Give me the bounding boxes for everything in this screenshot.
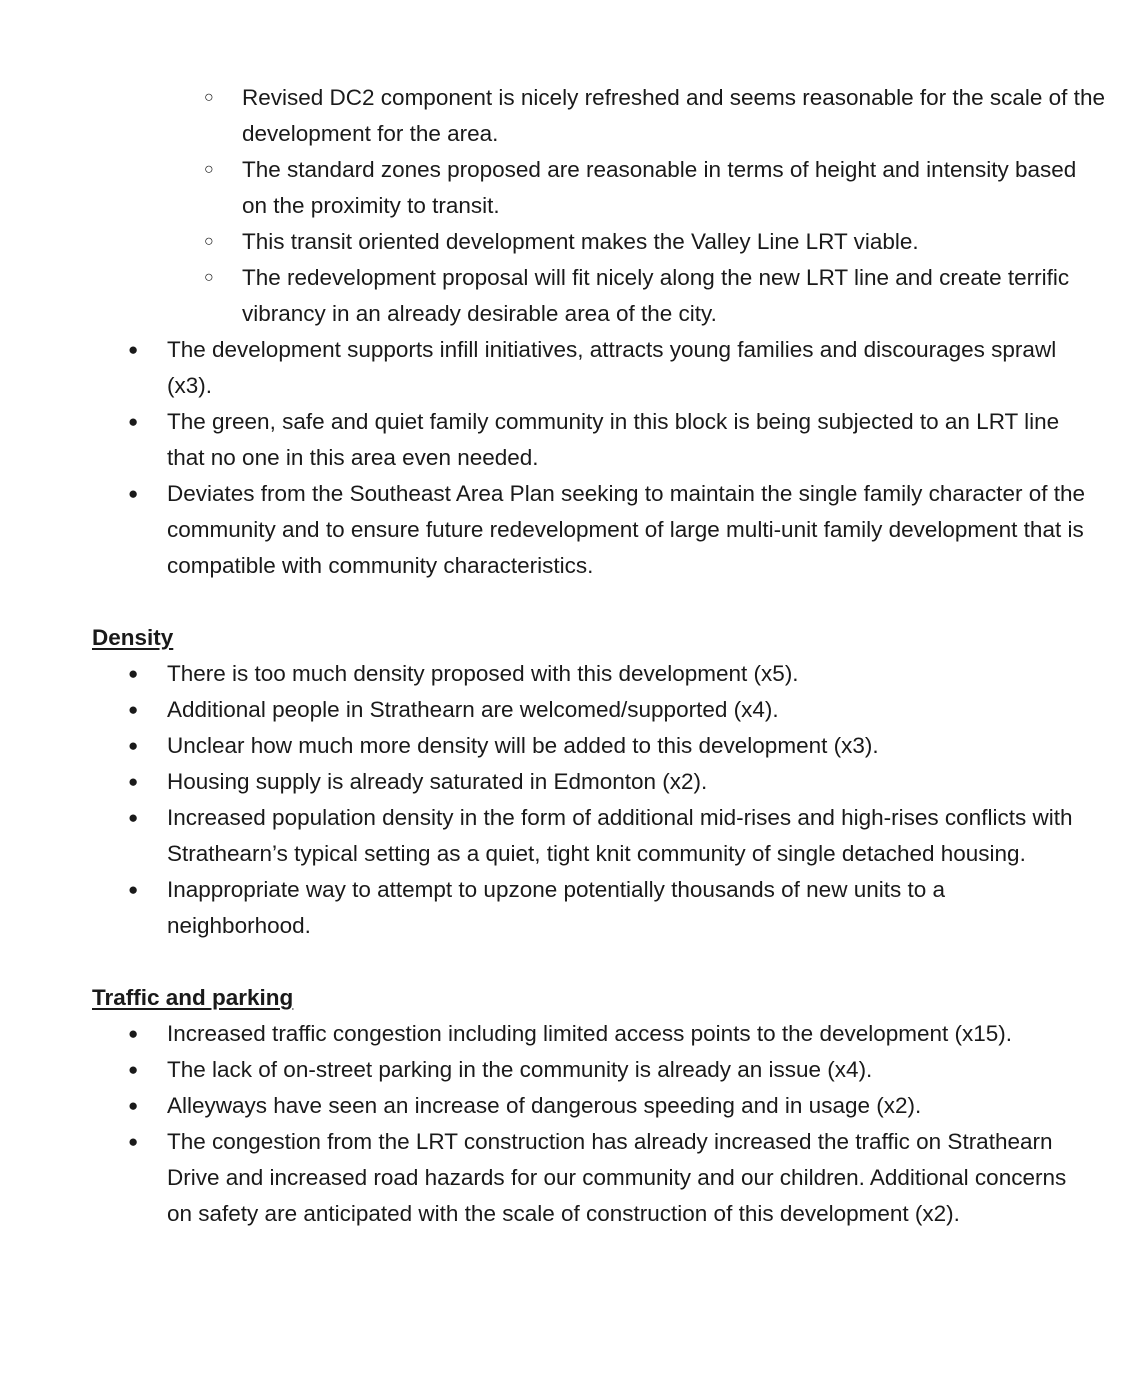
- bullet-icon: ●: [128, 736, 139, 755]
- list-item: [0, 800, 1146, 872]
- list-item: [0, 1124, 1146, 1232]
- bullet-icon: ●: [128, 1096, 139, 1115]
- bullet-icon: ●: [128, 700, 139, 719]
- density-heading: Density: [92, 625, 174, 650]
- sub-list-item-text: Revised DC2 component is nicely refreshed and seems reasonable for the scale of the development for the area.: [242, 85, 1105, 146]
- sub-list-item-text: This transit oriented development makes the Valley Line LRT viable.: [242, 229, 919, 254]
- list-item-text: The congestion from the LRT construction has already increased the traffic on Strathearn Drive and increased road hazards for our community and our children. Additional concerns on safety are anticipated with the scale of construction of this development (x2).: [167, 1129, 1067, 1226]
- bullet-icon: ●: [128, 808, 139, 827]
- list-item: [0, 1052, 1146, 1088]
- hollow-bullet-icon: ○: [204, 233, 214, 250]
- bullet-icon: ●: [128, 1024, 139, 1043]
- list-item-text: Increased traffic congestion including limited access points to the development (x15).: [167, 1021, 1013, 1046]
- list-item: [0, 404, 1146, 476]
- bullet-icon: ●: [128, 484, 139, 503]
- list-item-text: Alleyways have seen an increase of dangerous speeding and in usage (x2).: [167, 1093, 922, 1118]
- list-item: [0, 476, 1146, 584]
- sub-list-item: [0, 152, 1146, 224]
- list-item-text: Deviates from the Southeast Area Plan seeking to maintain the single family character of the community and to ensure future redevelopment of large multi-unit family development that is compatible with community characteristics.: [167, 481, 1085, 578]
- sub-list-item: [0, 224, 1146, 260]
- list-item: [0, 764, 1146, 800]
- bullet-icon: ●: [128, 664, 139, 683]
- list-item-text: The green, safe and quiet family community in this block is being subjected to an LRT line that no one in this area even needed.: [167, 409, 1060, 470]
- bullet-icon: ●: [128, 412, 139, 431]
- bullet-icon: ●: [128, 1060, 139, 1079]
- list-item-text: Unclear how much more density will be added to this development (x3).: [167, 733, 879, 758]
- list-item: [0, 692, 1146, 728]
- list-item-text: Additional people in Strathearn are welcomed/supported (x4).: [167, 697, 779, 722]
- list-item: [0, 332, 1146, 404]
- sub-list-item-text: The standard zones proposed are reasonable in terms of height and intensity based on the proximity to transit.: [242, 157, 1077, 218]
- hollow-bullet-icon: ○: [204, 161, 214, 178]
- sub-list-item-text: The redevelopment proposal will fit nicely along the new LRT line and create terrific vibrancy in an already desirable area of the city.: [242, 265, 1070, 326]
- document-page: [0, 80, 1146, 1232]
- traffic-heading: Traffic and parking: [92, 985, 294, 1010]
- list-item-text: The development supports infill initiatives, attracts young families and discourages sprawl (x3).: [167, 337, 1057, 398]
- bullet-icon: ●: [128, 772, 139, 791]
- list-item: [0, 872, 1146, 944]
- sub-list-item: [0, 80, 1146, 152]
- list-item: [0, 1016, 1146, 1052]
- sub-list-item: [0, 260, 1146, 332]
- list-item-text: There is too much density proposed with this development (x5).: [167, 661, 799, 686]
- bullet-icon: ●: [128, 880, 139, 899]
- list-item: [0, 656, 1146, 692]
- hollow-bullet-icon: ○: [204, 269, 214, 286]
- list-item: [0, 1088, 1146, 1124]
- hollow-bullet-icon: ○: [204, 89, 214, 106]
- list-item-text: Increased population density in the form of additional mid-rises and high-rises conflicts with Strathearn’s typical setting as a quiet, tight knit community of single detached housing.: [167, 805, 1073, 866]
- bullet-icon: ●: [128, 1132, 139, 1151]
- list-item-text: Housing supply is already saturated in Edmonton (x2).: [167, 769, 708, 794]
- list-item: [0, 728, 1146, 764]
- section-spacer: [0, 584, 1146, 620]
- bullet-icon: ●: [128, 340, 139, 359]
- list-item-text: The lack of on-street parking in the community is already an issue (x4).: [167, 1057, 873, 1082]
- section-spacer: [0, 944, 1146, 980]
- list-item-text: Inappropriate way to attempt to upzone potentially thousands of new units to a neighborhood.: [167, 877, 945, 938]
